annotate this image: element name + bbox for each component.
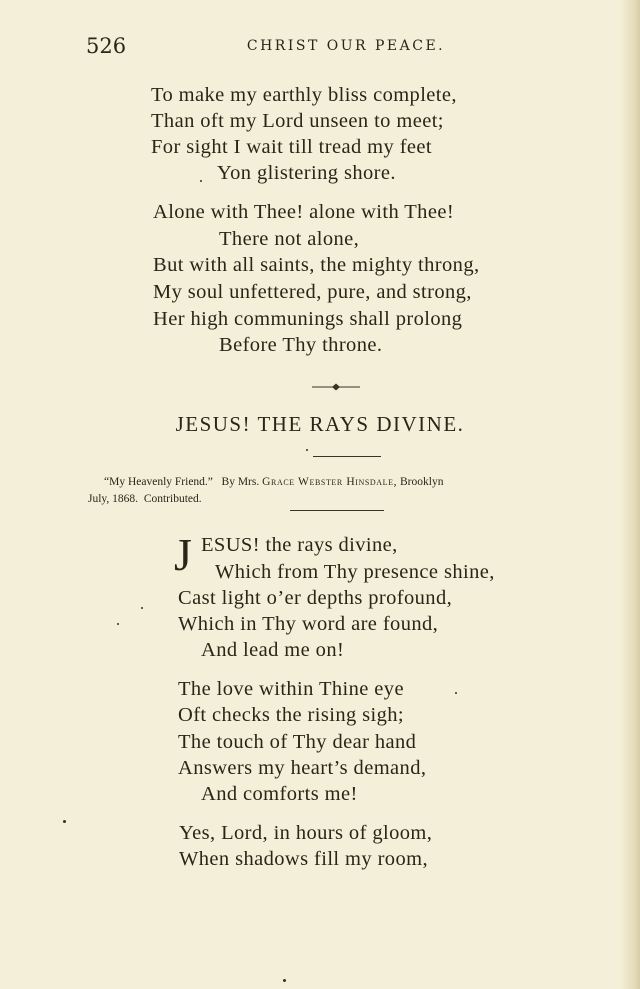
print-speck xyxy=(117,623,119,625)
verse-line: Yon glistering shore. xyxy=(217,162,396,184)
verse-line: Yes, Lord, in hours of gloom, xyxy=(179,822,433,844)
print-speck xyxy=(63,820,66,823)
page-number: 526 xyxy=(86,34,127,58)
verse-line: The touch of Thy dear hand xyxy=(178,731,417,753)
verse-line: Which in Thy word are found, xyxy=(178,613,439,635)
page-edge-shadow xyxy=(620,0,640,989)
hymn-date: July, 1868. xyxy=(88,493,139,505)
verse-line: The love within Thine eye xyxy=(178,678,404,700)
hymn-source-quote: “My Heavenly Friend.” xyxy=(104,476,213,488)
verse-line: ESUS! the rays divine, xyxy=(201,534,398,556)
verse-line: Alone with Thee! alone with Thee! xyxy=(153,201,455,223)
verse-line: Answers my heart’s demand, xyxy=(178,757,427,779)
print-speck xyxy=(306,449,308,451)
ornament-divider-icon xyxy=(312,380,360,394)
by-label: By xyxy=(221,476,235,488)
print-speck xyxy=(200,180,202,182)
hymn-title: JESUS! THE RAYS DIVINE. xyxy=(175,412,465,436)
author-place: Brooklyn xyxy=(400,476,444,488)
verse-line: Her high communings shall prolong xyxy=(153,308,463,330)
verse-line: For sight I wait till tread my feet xyxy=(151,136,433,158)
verse-line: There not alone, xyxy=(219,228,360,250)
drop-cap: J xyxy=(174,529,192,580)
title-rule xyxy=(313,456,381,457)
verse-line: And comforts me! xyxy=(201,783,358,805)
verse-line: And lead me on! xyxy=(201,639,345,661)
author-name: Grace Webster Hinsdale, xyxy=(262,476,398,488)
verse-line: When shadows fill my room, xyxy=(179,848,428,870)
verse-line: Cast light o’er depths profound, xyxy=(178,587,453,609)
author-prefix: Mrs. xyxy=(237,476,260,488)
attribution-line-1 xyxy=(104,476,443,488)
contributed-label: Contributed. xyxy=(143,493,202,505)
print-speck xyxy=(141,607,143,609)
verse-line: To make my earthly bliss complete, xyxy=(151,84,457,106)
page-header xyxy=(86,34,580,58)
print-speck xyxy=(455,692,457,694)
verse-line: Which from Thy presence shine, xyxy=(215,561,495,583)
attribution-line-2 xyxy=(88,493,202,505)
verse-line: Oft checks the rising sigh; xyxy=(178,704,405,726)
print-speck xyxy=(283,979,286,982)
note-rule xyxy=(290,510,384,511)
verse-line: Before Thy throne. xyxy=(219,334,383,356)
verse-line: But with all saints, the mighty throng, xyxy=(153,254,480,276)
running-title: CHRIST OUR PEACE. xyxy=(246,38,446,54)
verse-line: My soul unfettered, pure, and strong, xyxy=(153,281,472,303)
verse-line: Than oft my Lord unseen to meet; xyxy=(151,110,444,132)
